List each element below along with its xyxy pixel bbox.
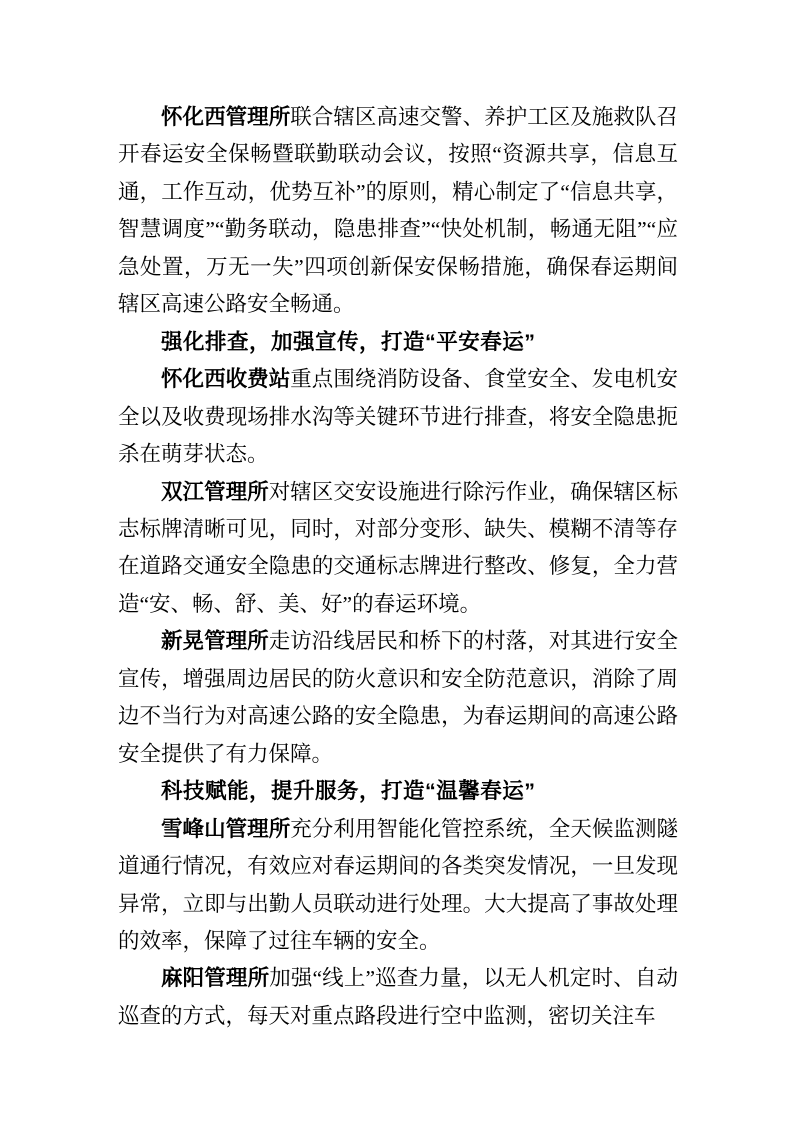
paragraph-text: 联合辖区高速交警、养护工区及施救队召开春运安全保畅暨联勤联动会议，按照“资源共享，信息互通，工作互动，优势互补”的原则，精心制定了“信息共享，智慧调度”“勤务联动，隐患排查”“快处机制，畅通无阻”“应急处置，万无一失”四项创新保安保畅措施，确保春运期间辖区高速公路安全畅通。 xyxy=(118,105,678,317)
section-heading: 强化排查，加强宣传，打造“平安春运” xyxy=(161,329,536,354)
paragraph-text: 充分利用智能化管控系统，全天候监测隧道通行情况，有效应对春运期间的各类突发情况，一旦发现异常，立即与出勤人员联动进行处理。大大提高了事故处理的效率，保障了过往车辆的安全。 xyxy=(118,816,678,953)
paragraph-lead: 怀化西管理所 xyxy=(161,105,291,129)
paragraph-lead: 新晃管理所 xyxy=(161,629,269,654)
paragraph xyxy=(118,811,678,961)
paragraph xyxy=(118,474,678,624)
paragraph-text: 走访沿线居民和桥下的村落，对其进行安全宣传，增强周边居民的防火意识和安全防范意识，消除了周边不当行为对高速公路的安全隐患，为春运期间的高速公路安全提供了有力保障。 xyxy=(118,629,678,766)
section-heading: 科技赋能，提升服务，打造“温馨春运” xyxy=(161,779,536,804)
paragraph xyxy=(118,623,678,773)
paragraph-lead: 雪峰山管理所 xyxy=(161,816,291,841)
paragraph xyxy=(118,99,678,324)
paragraph-lead: 怀化西收费站 xyxy=(161,367,291,392)
paragraph-lead: 麻阳管理所 xyxy=(161,966,270,991)
document-content xyxy=(118,99,678,1035)
paragraph-text: 重点围绕消防设备、食堂安全、发电机安全以及收费现场排水沟等关键环节进行排查，将安全隐患扼杀在萌芽状态。 xyxy=(118,367,678,467)
paragraph-text: 加强“线上”巡查力量，以无人机定时、自动巡查的方式，每天对重点路段进行空中监测，密切关注车 xyxy=(118,966,678,1028)
paragraph-lead: 双江管理所 xyxy=(161,479,269,504)
paragraph xyxy=(118,361,678,473)
paragraph xyxy=(118,960,678,1035)
paragraph-text: 对辖区交安设施进行除污作业，确保辖区标志标牌清晰可见，同时，对部分变形、缺失、模糊不清等存在道路交通安全隐患的交通标志牌进行整改、修复，全力营造“安、畅、舒、美、好”的春运环境。 xyxy=(118,479,678,616)
